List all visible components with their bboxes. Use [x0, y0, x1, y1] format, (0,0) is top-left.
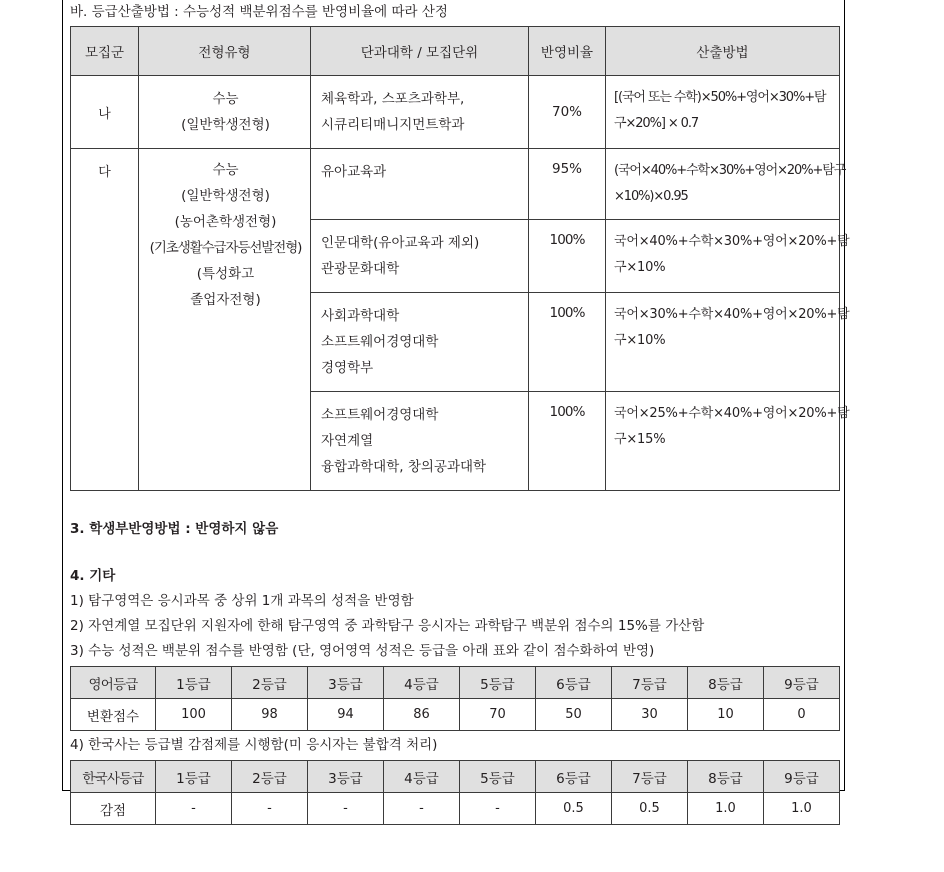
col-header-unit: 단과대학 / 모집단위	[311, 27, 529, 76]
history-grade-header: 5등급	[460, 761, 536, 793]
col-header-ratio: 반영비율	[529, 27, 606, 76]
history-grade-header: 6등급	[536, 761, 612, 793]
history-grade-header: 7등급	[612, 761, 688, 793]
section4-item-4: 4) 한국사는 등급별 감점제를 시행함(미 응시자는 불합격 처리)	[70, 737, 438, 753]
unit-line: 자연계열	[321, 433, 374, 449]
english-score-value: 86	[384, 699, 460, 731]
unit-line: 시큐리티매니지먼트학과	[321, 117, 465, 133]
english-score-value: 98	[232, 699, 308, 731]
english-grade-header: 9등급	[764, 667, 840, 699]
formula-line: 국어×25%+수학×40%+영어×20%+탐	[614, 406, 850, 421]
english-grade-header: 1등급	[156, 667, 232, 699]
cell-type-na	[139, 76, 311, 149]
english-grade-header: 4등급	[384, 667, 460, 699]
formula-line: 구×20%] × 0.7	[614, 116, 699, 131]
english-score-value: 30	[612, 699, 688, 731]
korean-history-table	[70, 760, 840, 825]
type-line: 수능	[212, 162, 239, 178]
english-score-row-label: 변환점수	[71, 699, 156, 731]
english-score-value: 50	[536, 699, 612, 731]
section4-heading: 4. 기타	[70, 568, 116, 584]
cell-unit-na	[311, 76, 529, 149]
english-grade-header: 2등급	[232, 667, 308, 699]
english-score-value: 100	[156, 699, 232, 731]
english-grade-row-label: 영어등급	[71, 667, 156, 699]
history-deduction-value: -	[232, 793, 308, 825]
formula-line: 구×10%	[614, 333, 666, 348]
unit-line: 관광문화대학	[321, 261, 400, 277]
cell-unit-da-3	[311, 293, 529, 392]
english-grade-header: 5등급	[460, 667, 536, 699]
english-grade-header: 3등급	[308, 667, 384, 699]
unit-line: 융합과학대학, 창의공과대학	[321, 459, 487, 475]
history-deduction-value: -	[156, 793, 232, 825]
cell-formula-da-4	[606, 392, 850, 491]
cell-ratio-da-3: 100%	[529, 293, 606, 392]
table-row	[71, 699, 840, 731]
cell-formula-da-1	[606, 149, 846, 220]
cell-ratio-da-4: 100%	[529, 392, 606, 491]
col-header-type: 전형유형	[139, 27, 311, 76]
history-grade-header: 1등급	[156, 761, 232, 793]
formula-line: (국어×40%+수학×30%+영어×20%+탐구	[614, 163, 846, 178]
history-grade-row-label: 한국사등급	[71, 761, 156, 793]
type-line: (일반학생전형)	[181, 188, 270, 204]
history-grade-header: 4등급	[384, 761, 460, 793]
history-deduction-value: 0.5	[612, 793, 688, 825]
table-row	[71, 667, 840, 699]
english-score-value: 0	[764, 699, 840, 731]
formula-line: ×10%)×0.95	[614, 189, 688, 204]
unit-line: 사회과학대학	[321, 308, 400, 324]
formula-line: 구×15%	[614, 432, 666, 447]
history-deduction-value: -	[384, 793, 460, 825]
cell-group-da: 다	[71, 149, 139, 491]
type-line: (일반학생전형)	[181, 117, 270, 133]
type-line: 졸업자전형)	[190, 292, 261, 308]
english-grade-header: 6등급	[536, 667, 612, 699]
table-row	[71, 793, 840, 825]
unit-line: 경영학부	[321, 360, 374, 376]
cell-formula-na	[606, 76, 840, 149]
formula-line: 국어×40%+수학×30%+영어×20%+탐	[614, 234, 850, 249]
cell-formula-da-2	[606, 220, 850, 293]
history-deduction-value: 1.0	[688, 793, 764, 825]
table-header-row	[71, 27, 840, 76]
type-line: 수능	[212, 91, 239, 107]
formula-line: 국어×30%+수학×40%+영어×20%+탐	[614, 307, 850, 322]
cell-formula-da-3	[606, 293, 850, 392]
section3-heading: 3. 학생부반영방법 : 반영하지 않음	[70, 521, 279, 537]
cell-ratio-na: 70%	[529, 76, 606, 149]
english-grade-table	[70, 666, 840, 731]
history-deduction-row-label: 감점	[71, 793, 156, 825]
unit-line: 유아교육과	[321, 164, 387, 180]
formula-line: 구×10%	[614, 260, 666, 275]
section4-item-3: 3) 수능 성적은 백분위 점수를 반영함 (단, 영어영역 성적은 등급을 아래 표와 같이 점수화하여 반영)	[70, 643, 655, 659]
history-deduction-value: 1.0	[764, 793, 840, 825]
section4-item-1: 1) 탐구영역은 응시과목 중 상위 1개 과목의 성적을 반영함	[70, 593, 414, 609]
col-header-group: 모집군	[71, 27, 139, 76]
history-deduction-value: -	[308, 793, 384, 825]
table-row	[71, 761, 840, 793]
formula-line: [(국어 또는 수학)×50%+영어×30%+탐	[614, 90, 826, 105]
type-line: (농어촌학생전형)	[174, 214, 277, 230]
english-score-value: 10	[688, 699, 764, 731]
section-bar-heading: 바. 등급산출방법 : 수능성적 백분위점수를 반영비율에 따라 산정	[70, 4, 448, 20]
cell-type-da	[139, 149, 311, 491]
unit-line: 소프트웨어경영대학	[321, 407, 439, 423]
history-grade-header: 8등급	[688, 761, 764, 793]
history-deduction-value: 0.5	[536, 793, 612, 825]
table-row	[71, 149, 840, 220]
section4-item-2: 2) 자연계열 모집단위 지원자에 한해 탐구영역 중 과학탐구 응시자는 과학탐구 백분위 점수의 15%를 가산함	[70, 618, 705, 634]
table-row	[71, 76, 840, 149]
english-score-value: 70	[460, 699, 536, 731]
admission-method-table	[70, 26, 850, 491]
type-line: (특성화고	[196, 266, 255, 282]
type-line: (기초생활수급자등선발전형)	[149, 240, 302, 256]
unit-line: 소프트웨어경영대학	[321, 334, 439, 350]
cell-unit-da-4	[311, 392, 529, 491]
history-grade-header: 2등급	[232, 761, 308, 793]
cell-ratio-da-2: 100%	[529, 220, 606, 293]
document-body	[70, 0, 850, 825]
cell-ratio-da-1: 95%	[529, 149, 606, 220]
history-grade-header: 9등급	[764, 761, 840, 793]
english-score-value: 94	[308, 699, 384, 731]
cell-unit-da-1	[311, 149, 529, 220]
english-grade-header: 8등급	[688, 667, 764, 699]
cell-group-na: 나	[71, 76, 139, 149]
col-header-formula: 산출방법	[606, 27, 840, 76]
history-deduction-value: -	[460, 793, 536, 825]
unit-line: 체육학과, 스포츠과학부,	[321, 91, 465, 107]
unit-line: 인문대학(유아교육과 제외)	[321, 235, 480, 251]
english-grade-header: 7등급	[612, 667, 688, 699]
cell-unit-da-2	[311, 220, 529, 293]
history-grade-header: 3등급	[308, 761, 384, 793]
